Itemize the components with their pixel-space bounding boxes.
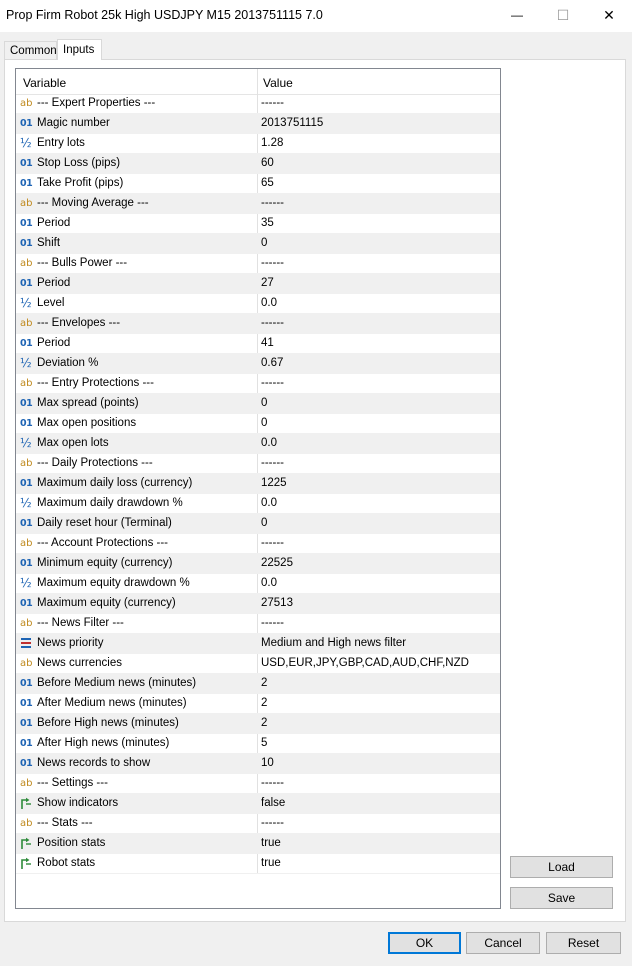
row-value[interactable]: 27	[261, 277, 274, 289]
cancel-button[interactable]: Cancel	[466, 932, 540, 954]
grid-rows	[16, 94, 500, 874]
row-value[interactable]: 0.0	[261, 437, 277, 449]
table-row[interactable]	[16, 514, 500, 534]
table-row[interactable]	[16, 614, 500, 634]
table-row[interactable]	[16, 434, 500, 454]
row-variable: Entry lots	[37, 137, 85, 149]
row-value[interactable]: 2013751115	[261, 117, 324, 129]
table-row[interactable]	[16, 674, 500, 694]
row-variable: Take Profit (pips)	[37, 177, 124, 189]
maximize-button[interactable]	[540, 0, 586, 30]
integer-type-icon: 01	[20, 178, 33, 189]
row-value[interactable]: 2	[261, 677, 268, 689]
double-type-icon: ½	[20, 136, 32, 150]
row-variable: Period	[37, 337, 71, 349]
row-value[interactable]: 0	[261, 417, 268, 429]
integer-type-icon: 01	[20, 118, 33, 129]
row-variable: News priority	[37, 637, 104, 649]
row-value[interactable]: 0.0	[261, 497, 277, 509]
row-value[interactable]: 0.67	[261, 357, 284, 369]
load-button[interactable]	[510, 856, 613, 878]
bool-type-icon	[20, 837, 34, 850]
row-value[interactable]: 2	[261, 697, 268, 709]
row-variable: --- News Filter ---	[37, 617, 124, 629]
table-row[interactable]	[16, 154, 500, 174]
row-value[interactable]: 0	[261, 237, 268, 249]
table-row[interactable]	[16, 714, 500, 734]
row-variable: After Medium news (minutes)	[37, 697, 187, 709]
bool-type-icon	[20, 797, 34, 810]
row-variable: Maximum daily loss (currency)	[37, 477, 193, 489]
row-value[interactable]: 2	[261, 717, 268, 729]
string-type-icon: ab	[20, 458, 33, 469]
table-row[interactable]	[16, 134, 500, 154]
row-value[interactable]: 22525	[261, 557, 293, 569]
table-row[interactable]	[16, 534, 500, 554]
table-row[interactable]	[16, 634, 500, 654]
row-value[interactable]: 41	[261, 337, 274, 349]
row-value[interactable]: false	[261, 797, 286, 809]
string-type-icon: ab	[20, 818, 33, 829]
column-header-value[interactable]: Value	[263, 76, 293, 90]
double-type-icon: ½	[20, 296, 32, 310]
inputs-grid	[15, 68, 501, 909]
string-type-icon: ab	[20, 318, 33, 329]
enum-type-icon	[20, 637, 34, 650]
row-value[interactable]: ------	[261, 377, 284, 389]
table-row[interactable]	[16, 174, 500, 194]
column-header-variable[interactable]: Variable	[23, 76, 67, 90]
row-value[interactable]: 0	[261, 397, 268, 409]
table-row[interactable]	[16, 294, 500, 314]
row-value[interactable]: true	[261, 837, 281, 849]
integer-type-icon: 01	[20, 218, 33, 229]
row-variable: --- Entry Protections ---	[37, 377, 154, 389]
double-type-icon: ½	[20, 576, 32, 590]
bool-type-icon	[20, 857, 34, 870]
maximize-icon: ☐	[556, 6, 570, 23]
row-value[interactable]: 35	[261, 217, 274, 229]
row-variable: Minimum equity (currency)	[37, 557, 173, 569]
row-variable: Max spread (points)	[37, 397, 139, 409]
row-value[interactable]: ------	[261, 197, 284, 209]
reset-button[interactable]: Reset	[546, 932, 621, 954]
row-variable: Show indicators	[37, 797, 119, 809]
row-variable: Period	[37, 217, 71, 229]
table-row[interactable]	[16, 334, 500, 354]
row-variable: News records to show	[37, 757, 151, 769]
close-button[interactable]	[586, 0, 632, 30]
row-value[interactable]: true	[261, 857, 281, 869]
row-value[interactable]: 27513	[261, 597, 293, 609]
row-variable: --- Envelopes ---	[37, 317, 121, 329]
row-value[interactable]: 0.0	[261, 577, 277, 589]
row-variable: Level	[37, 297, 65, 309]
string-type-icon: ab	[20, 98, 33, 109]
integer-type-icon: 01	[20, 598, 33, 609]
row-variable: Period	[37, 277, 71, 289]
table-row[interactable]	[16, 854, 500, 874]
integer-type-icon: 01	[20, 478, 33, 489]
table-row[interactable]	[16, 354, 500, 374]
ok-button[interactable]: OK	[388, 932, 461, 954]
row-value[interactable]: 0.0	[261, 297, 277, 309]
table-row[interactable]	[16, 114, 500, 134]
double-type-icon: ½	[20, 356, 32, 370]
integer-type-icon: 01	[20, 278, 33, 289]
table-row[interactable]	[16, 454, 500, 474]
table-row[interactable]	[16, 834, 500, 854]
string-type-icon: ab	[20, 378, 33, 389]
row-value[interactable]: ------	[261, 97, 284, 109]
integer-type-icon: 01	[20, 338, 33, 349]
tab-common[interactable]: Common	[4, 41, 57, 60]
row-variable: --- Settings ---	[37, 777, 108, 789]
row-value[interactable]: 65	[261, 177, 274, 189]
row-variable: Maximum equity drawdown %	[37, 577, 190, 589]
integer-type-icon: 01	[20, 398, 33, 409]
table-row[interactable]	[16, 194, 500, 214]
table-row[interactable]	[16, 214, 500, 234]
row-variable: After High news (minutes)	[37, 737, 170, 749]
close-icon: ✕	[603, 6, 615, 23]
table-row[interactable]	[16, 494, 500, 514]
double-type-icon: ½	[20, 436, 32, 450]
row-value[interactable]: ------	[261, 457, 284, 469]
title-bar	[0, 0, 632, 32]
integer-type-icon: 01	[20, 758, 33, 769]
integer-type-icon: 01	[20, 678, 33, 689]
table-row[interactable]	[16, 814, 500, 834]
integer-type-icon: 01	[20, 558, 33, 569]
integer-type-icon: 01	[20, 738, 33, 749]
string-type-icon: ab	[20, 198, 33, 209]
table-row[interactable]	[16, 274, 500, 294]
row-variable: Max open positions	[37, 417, 137, 429]
table-row[interactable]	[16, 234, 500, 254]
minimize-icon: —	[511, 8, 523, 22]
integer-type-icon: 01	[20, 518, 33, 529]
table-row[interactable]	[16, 654, 500, 674]
table-row[interactable]	[16, 94, 500, 114]
row-value[interactable]: 10	[261, 757, 274, 769]
string-type-icon: ab	[20, 258, 33, 269]
row-variable: --- Expert Properties ---	[37, 97, 156, 109]
table-row[interactable]	[16, 394, 500, 414]
table-row[interactable]	[16, 574, 500, 594]
row-variable: --- Stats ---	[37, 817, 93, 829]
table-row[interactable]	[16, 374, 500, 394]
row-value[interactable]: 5	[261, 737, 268, 749]
row-value[interactable]: ------	[261, 317, 284, 329]
row-variable: --- Moving Average ---	[37, 197, 149, 209]
minimize-button[interactable]	[494, 0, 540, 30]
table-row[interactable]	[16, 314, 500, 334]
row-variable: Max open lots	[37, 437, 109, 449]
row-variable: Before High news (minutes)	[37, 717, 179, 729]
table-row[interactable]	[16, 694, 500, 714]
string-type-icon: ab	[20, 618, 33, 629]
row-variable: Deviation %	[37, 357, 99, 369]
integer-type-icon: 01	[20, 718, 33, 729]
tab-inputs[interactable]: Inputs	[57, 39, 102, 60]
table-row[interactable]	[16, 474, 500, 494]
window-title: Prop Firm Robot 25k High USDJPY M15 2013751115 7.0	[6, 8, 323, 22]
row-variable: Stop Loss (pips)	[37, 157, 121, 169]
save-button[interactable]	[510, 887, 613, 909]
row-variable: Maximum daily drawdown %	[37, 497, 183, 509]
row-variable: Position stats	[37, 837, 106, 849]
integer-type-icon: 01	[20, 698, 33, 709]
row-value[interactable]: USD,EUR,JPY,GBP,CAD,AUD,CHF,NZD	[261, 657, 469, 669]
row-value[interactable]: Medium and High news filter	[261, 637, 407, 649]
row-value[interactable]: 1.28	[261, 137, 284, 149]
row-variable: --- Bulls Power ---	[37, 257, 128, 269]
save-label: Save	[547, 891, 576, 905]
string-type-icon: ab	[20, 538, 33, 549]
table-row[interactable]	[16, 794, 500, 814]
integer-type-icon: 01	[20, 158, 33, 169]
row-variable: News currencies	[37, 657, 122, 669]
row-variable: Daily reset hour (Terminal)	[37, 517, 172, 529]
integer-type-icon: 01	[20, 418, 33, 429]
row-value[interactable]: ------	[261, 537, 284, 549]
row-value[interactable]: 1225	[261, 477, 287, 489]
row-variable: --- Daily Protections ---	[37, 457, 153, 469]
row-variable: Magic number	[37, 117, 110, 129]
table-row[interactable]	[16, 734, 500, 754]
load-label: Load	[548, 860, 575, 874]
row-value[interactable]: ------	[261, 257, 284, 269]
row-variable: Before Medium news (minutes)	[37, 677, 197, 689]
table-row[interactable]	[16, 254, 500, 274]
table-row[interactable]	[16, 594, 500, 614]
row-variable: Robot stats	[37, 857, 96, 869]
row-variable: --- Account Protections ---	[37, 537, 169, 549]
row-value[interactable]: ------	[261, 777, 284, 789]
row-variable: Maximum equity (currency)	[37, 597, 176, 609]
row-value[interactable]: ------	[261, 617, 284, 629]
row-variable: Shift	[37, 237, 61, 249]
row-value[interactable]: ------	[261, 817, 284, 829]
grid-header	[16, 69, 500, 95]
row-value[interactable]: 0	[261, 517, 268, 529]
double-type-icon: ½	[20, 496, 32, 510]
integer-type-icon: 01	[20, 238, 33, 249]
table-row[interactable]	[16, 414, 500, 434]
string-type-icon: ab	[20, 658, 33, 669]
table-row[interactable]	[16, 754, 500, 774]
table-row[interactable]	[16, 774, 500, 794]
string-type-icon: ab	[20, 778, 33, 789]
row-value[interactable]: 60	[261, 157, 274, 169]
table-row[interactable]	[16, 554, 500, 574]
